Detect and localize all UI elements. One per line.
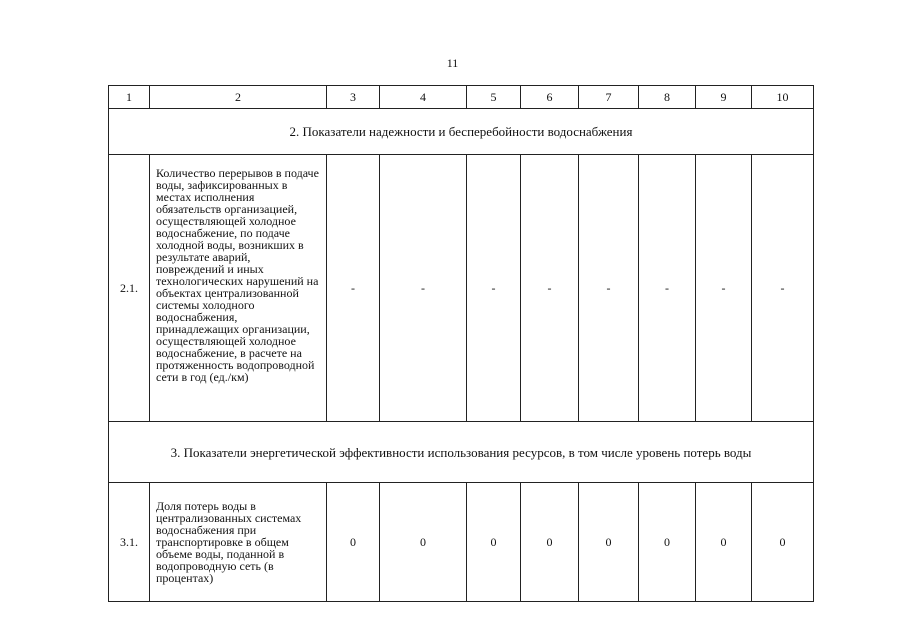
column-header: 9 xyxy=(696,86,752,109)
header-row xyxy=(109,86,814,109)
section-title: 2. Показатели надежности и бесперебойности водоснабжения xyxy=(109,109,814,155)
table-row xyxy=(109,483,814,602)
value-cell: - xyxy=(639,155,696,422)
column-header: 4 xyxy=(380,86,467,109)
column-header: 3 xyxy=(327,86,380,109)
page-number: 11 xyxy=(446,56,459,70)
row-index: 3.1. xyxy=(109,483,150,602)
value-cell: - xyxy=(467,155,521,422)
column-header: 7 xyxy=(579,86,639,109)
column-header: 6 xyxy=(521,86,579,109)
row-description: Количество перерывов в подаче воды, зафиксированных в местах исполнения обязательств организацией, осуществляющей холодное водоснабжение, по подаче холодной воды, возникших в результате аварий, повреждений и иных технологических нарушений на объектах централизованной системы холодного водоснабжения, принадлежащих организации, осуществляющей холодное водоснабжение, в расчете на протяженность водопроводной сети в год (ед./км) xyxy=(150,155,327,422)
column-header: 8 xyxy=(639,86,696,109)
row-index: 2.1. xyxy=(109,155,150,422)
indicators-table xyxy=(108,85,814,602)
section-heading-row xyxy=(109,109,814,155)
section-heading-row xyxy=(109,422,814,483)
column-header: 2 xyxy=(150,86,327,109)
value-cell: - xyxy=(696,155,752,422)
value-cell: 0 xyxy=(521,483,579,602)
value-cell: - xyxy=(327,155,380,422)
value-cell: 0 xyxy=(467,483,521,602)
row-description: Доля потерь воды в централизованных системах водоснабжения при транспортировке в общем объеме воды, поданной в водопроводную сеть (в процентах) xyxy=(150,483,327,602)
value-cell: 0 xyxy=(696,483,752,602)
value-cell: - xyxy=(752,155,814,422)
value-cell: 0 xyxy=(380,483,467,602)
section-title: 3. Показатели энергетической эффективности использования ресурсов, в том числе уровень потерь воды xyxy=(109,422,814,483)
column-header: 1 xyxy=(109,86,150,109)
column-header: 10 xyxy=(752,86,814,109)
value-cell: - xyxy=(521,155,579,422)
value-cell: 0 xyxy=(327,483,380,602)
column-header: 5 xyxy=(467,86,521,109)
value-cell: 0 xyxy=(579,483,639,602)
value-cell: - xyxy=(579,155,639,422)
value-cell: 0 xyxy=(639,483,696,602)
table-row xyxy=(109,155,814,422)
value-cell: 0 xyxy=(752,483,814,602)
value-cell: - xyxy=(380,155,467,422)
